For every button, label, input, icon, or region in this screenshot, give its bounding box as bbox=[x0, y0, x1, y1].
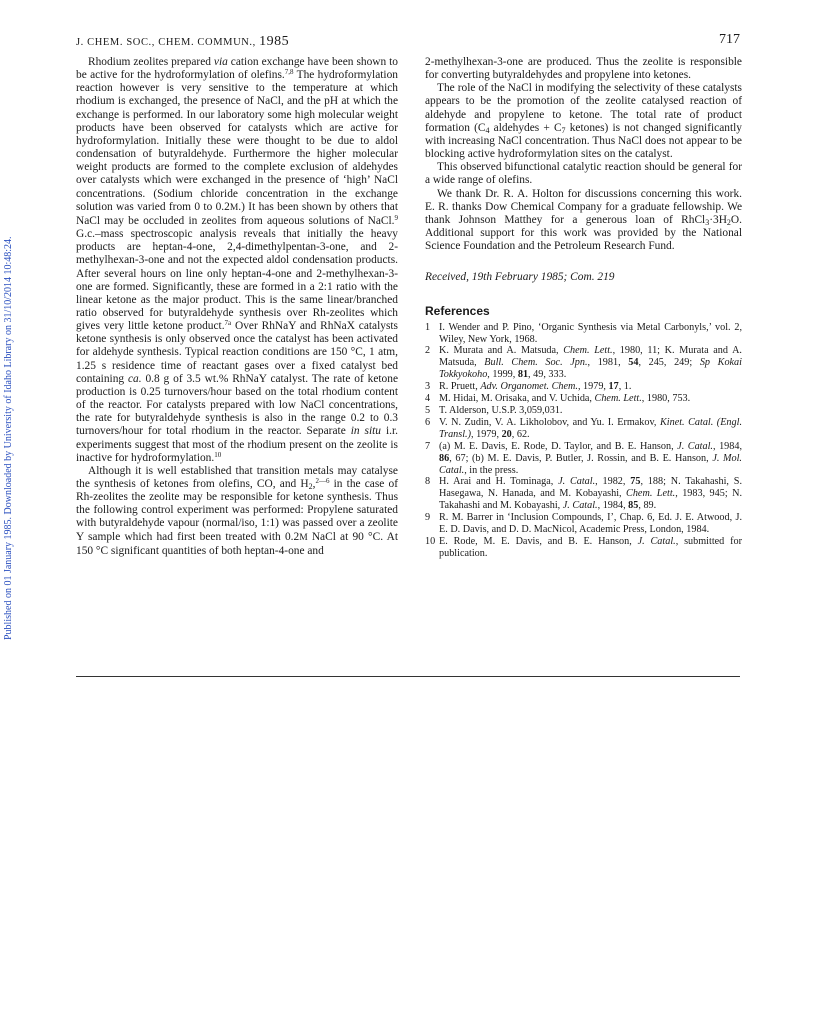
body-paragraph: The role of the NaCl in modifying the selectivity of these catalysts appears to be the promotion of the zeolite catalysed reaction of aldehyde and propylene to ketone. The total rate of product formation ($C_4$ aldehydes + $C_7$ ketones) is not changed significantly with increasing NaCl concentration. Thus NaCl does not appear to be blocking active hydroformylation sites on the catalyst. bbox=[425, 82, 742, 161]
reference-item: 5 T. Alderson, U.S.P. 3,059,031. bbox=[425, 405, 563, 416]
journal-name: J. CHEM. SOC., CHEM. COMMUN., 1985 bbox=[76, 34, 290, 49]
references-heading: References bbox=[425, 303, 490, 318]
reference-item: 10 E. Rode, M. E. Davis, and B. E. Hanson, J. Catal., submitted for publication. bbox=[425, 535, 742, 559]
journal-year: 1985 bbox=[259, 34, 290, 49]
page-divider bbox=[76, 676, 740, 677]
reference-list bbox=[425, 322, 742, 560]
reference-item: 4 M. Hidai, M. Orisaka, and V. Uchida, Chem. Lett., 1980, 753. bbox=[425, 393, 691, 405]
reference-item: 6 V. N. Zudin, V. A. Likholobov, and Yu. I. Ermakov, Kinet. Catal. (Engl. Transl.), 1979, 20, 62. bbox=[425, 416, 742, 440]
reference-item: 3 R. Pruett, Adv. Organomet. Chem., 1979, 17, 1. bbox=[425, 381, 632, 393]
right-column bbox=[425, 56, 742, 560]
body-paragraph: 2-methylhexan-3-one are produced. Thus the zeolite is responsible for converting butyraldehydes and propylene into ketones. bbox=[425, 56, 742, 82]
body-paragraph: Although it is well established that transition metals may catalyse the synthesis of ketones from olefins, CO, and $H_2,^{2—6}$ in the case of Rh-zeolites the zeolite may be responsible for ketone synthesis. Thus the following control experiment was performed: Propylene saturated with butyraldehyde vapour (normal/iso, 1:1) was passed over a zeolite Y sample which had first been treated with 0.2M NaCl at 90 °C. At 150 °C significant quantities of both heptan-4-one and bbox=[76, 464, 398, 557]
reference-item: 8 H. Arai and H. Tominaga, J. Catal., 1982, 75, 188; N. Takahashi, S. Hasegawa, N. Hanada, and M. Kobayashi, Chem. Lett., 1983, 945; N. Takahashi and M. Kobayashi, J. Catal., 1984, 85, 89. bbox=[425, 476, 743, 512]
reference-item: 9 R. M. Barrer in ‘Inclusion Compounds, I’, Chap. 6, Ed. J. E. Atwood, J. E. D. Davis, and D. D. MacNicol, Academic Press, London, 1984. bbox=[425, 512, 742, 536]
received-date: Received, 19th February 1985; Com. 219 bbox=[425, 271, 615, 284]
acknowledgements: We thank Dr. R. A. Holton for discussions concerning this work. E. R. thanks Dow Chemical Company for a graduate fellowship. We thank Johnson Matthey for a generous loan of $RhCl_3\cdot 3H_2O$. Additional support for this work was provided by the National Science Foundation and the Petroleum Research Fund. bbox=[425, 187, 742, 253]
body-paragraph: This observed bifunctional catalytic reaction should be general for a wide range of olefins. bbox=[425, 161, 742, 187]
page-number: 717 bbox=[719, 32, 740, 47]
running-header bbox=[76, 32, 740, 50]
body-paragraph: Rhodium zeolites prepared via cation exchange have been shown to be active for the hydroformylation of olefins.$^{7,8}$ The hydroformylation reaction however is very sensitive to the temperature at which rhodium is exchanged, the presence of NaCl, and the pH at which the exchange is performed. In our laboratory some high molecular weight products have been observed for catalysts which are active for hydroformylation. Initially these were thought to be due to aldol condensation of butyraldehyde. Furthermore the higher molecular weight products are formed to the complete exclusion of aldehydes over catalysts which were exchanged in the presence of ‘high’ NaCl concentrations. (Sodium chloride concentration in the exchange solution was varied from 0 to 0.2M.) It has been shown by others that NaCl may be occluded in zeolites from aqueous solutions of NaCl.$^9$ G.c.–mass spectroscopic analysis reveals that initially the heavy products are heptan-4-one, 2,4-dimethylpentan-3-one, and 2-methylhexan-3-one and not the expected aldol condensation products. After several hours on line only heptan-4-one and 2-methylhexan-3-one are formed. Significantly, these are formed in a 2:1 ratio with the linear ketone as the major product. This is the same linear/branched ratio observed for butyraldehyde synthesis over Rh-zeolites which gives very little ketone product.$^{7a}$ Over RhNaY and RhNaX catalysts ketone synthesis is only observed once the catalyst has been activated for aldehyde synthesis. Typical reaction conditions are 150 °C, 1 atm, 1.25 s residence time of reactant gases over a fixed catalyst bed containing ca. 0.8 g of 3.5 wt.% RhNaY catalyst. The rate of ketone production is 0.25 turnovers/hour based on the total rhodium content of the reactor. For catalysts prepared with low NaCl concentrations, the rate for butyraldehyde synthesis is also in the range 0.2 to 0.3 turnovers/hour for total rhodium in the reactor. Separate in situ i.r. experiments suggest that most of the rhodium present on the zeolite is inactive for hydroformylation.$^{10}$ bbox=[76, 56, 399, 464]
left-column bbox=[76, 56, 398, 558]
reference-item: 7 (a) M. E. Davis, E. Rode, D. Taylor, and B. E. Hanson, J. Catal., 1984, 86, 67; (b) M. E. Davis, P. Butler, J. Rossin, and B. E. Hanson, J. Mol. Catal., in the press. bbox=[425, 440, 742, 476]
reference-item: 1 I. Wender and P. Pino, ‘Organic Synthesis via Metal Carbonyls,’ vol. 2, Wiley, New York, 1968. bbox=[425, 321, 742, 345]
download-watermark-link[interactable]: Published on 01 January 1985. Downloaded by University of Idaho Library on 31/10/2014 10:48:24. bbox=[3, 236, 14, 640]
reference-item: 2 K. Murata and A. Matsuda, Chem. Lett., 1980, 11; K. Murata and A. Matsuda, Bull. Chem. Soc. Jpn., 1981, 54, 245, 249; Sp Kokai Tokkyokoho, 1999, 81, 49, 333. bbox=[425, 345, 742, 381]
